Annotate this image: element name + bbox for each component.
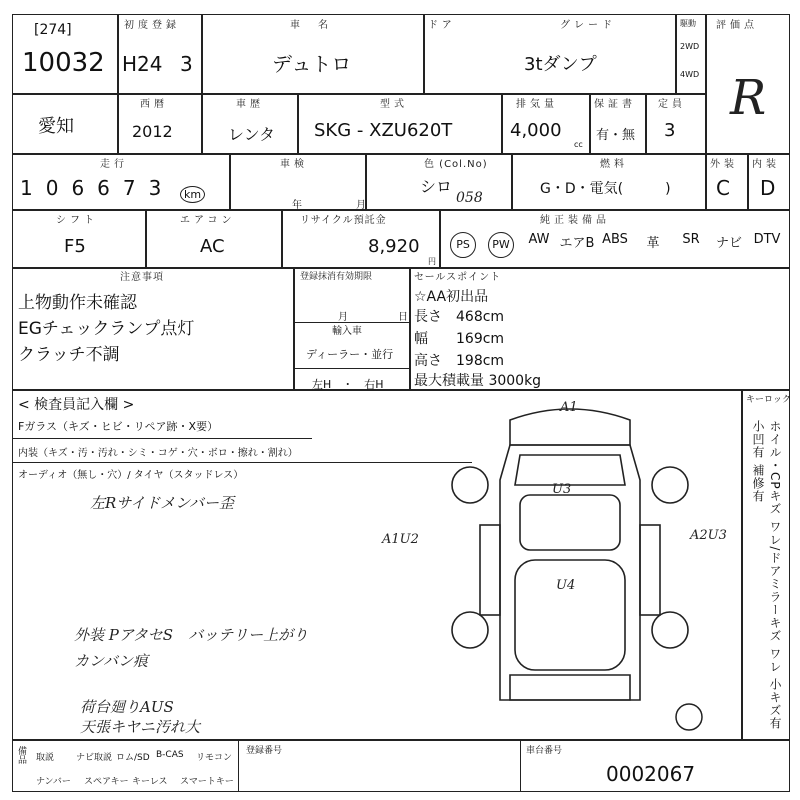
accessory-item: ナビ取説 bbox=[76, 753, 113, 763]
interior-value: D bbox=[760, 176, 776, 200]
displacement-unit: cc bbox=[574, 140, 583, 149]
history-value: レンタ bbox=[228, 125, 275, 144]
equipment-item: PS bbox=[444, 232, 482, 258]
accessory-item: リモコン bbox=[196, 753, 233, 763]
rear-bumper-shape bbox=[510, 675, 630, 700]
mark-u4: U4 bbox=[556, 578, 576, 593]
sales-point-3: 幅 169cm bbox=[414, 331, 505, 347]
year-label: 初度登録 bbox=[124, 20, 180, 31]
reg-label: 登録抹消有効期限 bbox=[300, 272, 373, 282]
grade-value: 3tダンプ bbox=[524, 54, 597, 75]
accessory-item: B-CAS bbox=[156, 750, 184, 760]
recycle-label: リサイクル預託金 bbox=[300, 215, 387, 226]
equipment-item: PW bbox=[482, 232, 520, 258]
accessory-item: キーレス bbox=[132, 777, 168, 787]
mileage-label: 走行 bbox=[100, 159, 128, 170]
import-label: 輸入車 bbox=[332, 326, 362, 337]
sales-point-4: 高さ 198cm bbox=[414, 353, 505, 369]
right-column-text: ホイル・CPキズ ワレ/ドアミラーキズ ワレ 小キズ有 小凹有 補修有 bbox=[751, 420, 782, 731]
sales-point-1: ☆AA初出品 bbox=[414, 289, 489, 305]
vehicle-inspection-month: 月 bbox=[356, 200, 366, 211]
equipment-item: ABS bbox=[602, 232, 628, 247]
accessories-side-label: 備品 bbox=[16, 746, 26, 764]
chassis-value: 0002067 bbox=[606, 762, 696, 786]
exterior-value: C bbox=[716, 176, 730, 200]
region-value: 愛知 bbox=[38, 116, 74, 137]
mark-a1: A1 bbox=[560, 400, 578, 415]
shift-label: シフト bbox=[56, 215, 98, 226]
sales-point-2: 長さ 468cm bbox=[414, 309, 505, 325]
equipment-item: ナビ bbox=[715, 236, 742, 251]
door-label: ドア bbox=[428, 20, 456, 31]
mileage-value: 106673 bbox=[20, 176, 175, 200]
lot-number: 10032 bbox=[22, 48, 105, 78]
equipment-item: SR bbox=[682, 232, 700, 247]
recycle-unit: 円 bbox=[428, 257, 436, 266]
fuel-value: G・D・電気( ) bbox=[540, 181, 671, 197]
capacity-value: 3 bbox=[664, 120, 676, 141]
left-door-shape bbox=[480, 525, 500, 615]
vehicle-inspection-year: 年 bbox=[292, 200, 302, 211]
handwritten-note-3: カンバン痕 bbox=[74, 652, 148, 670]
glass-divider bbox=[12, 438, 312, 439]
caution-item-1: 上物動作未確認 bbox=[18, 293, 137, 313]
blank-circle-icon bbox=[674, 702, 704, 732]
interior-label: 内装 bbox=[752, 159, 780, 170]
import-value: ディーラー・並行 bbox=[306, 348, 394, 361]
handwritten-note-2: 外装 PアタセS バッテリー上がり bbox=[74, 626, 309, 644]
vehicle-damage-diagram bbox=[440, 400, 700, 720]
handwritten-note-1: 左Rサイドメンバー歪 bbox=[90, 494, 235, 512]
western-value: 2012 bbox=[132, 122, 173, 141]
name-value: デュトロ bbox=[272, 52, 352, 76]
cargo-bed-shape bbox=[515, 560, 625, 670]
keylock-label: キーロック bbox=[746, 395, 791, 405]
interior-divider bbox=[12, 462, 472, 463]
reg-month: 月 bbox=[338, 312, 348, 323]
model-label: 型式 bbox=[380, 99, 408, 110]
vehicle-inspection-label: 車検 bbox=[280, 159, 308, 170]
fuel-label: 燃料 bbox=[600, 159, 628, 170]
footer-divider-2 bbox=[520, 740, 521, 792]
mark-a2u3: A2U3 bbox=[690, 528, 727, 543]
aircon-label: エアコン bbox=[180, 215, 236, 226]
grade-label: グレード bbox=[560, 20, 616, 31]
right-door-shape bbox=[640, 525, 660, 615]
color-code: 058 bbox=[456, 190, 483, 206]
handwritten-note-4: 荷台廻りAUS bbox=[80, 698, 174, 716]
displacement-label: 排気量 bbox=[516, 99, 558, 110]
exterior-label: 外装 bbox=[710, 159, 738, 170]
equipment-item: 革 bbox=[646, 236, 660, 251]
sales-label: セールスポイント bbox=[414, 272, 502, 283]
drive-2wd: 2WD bbox=[680, 42, 700, 51]
accessory-item: スペアキー bbox=[84, 777, 129, 787]
handle-divider bbox=[294, 368, 410, 369]
caution-label: 注意事項 bbox=[120, 272, 164, 283]
capacity-label: 定員 bbox=[658, 99, 686, 110]
recycle-value: 8,920 bbox=[368, 236, 420, 257]
caution-item-3: クラッチ不調 bbox=[18, 345, 120, 365]
reg-number-label: 登録番号 bbox=[246, 746, 283, 756]
equipment-item: エアB bbox=[559, 236, 595, 251]
mileage-unit: km bbox=[180, 186, 205, 203]
equipment-item: AW bbox=[528, 232, 550, 247]
western-label: 西暦 bbox=[140, 99, 168, 110]
lot-prefix: [274] bbox=[34, 22, 72, 38]
roof-shape bbox=[520, 495, 620, 550]
glass-line: Fガラス（キズ・ヒビ・リペア跡・X要） bbox=[18, 420, 219, 433]
shift-value: F5 bbox=[64, 236, 86, 257]
warranty-label: 保証書 bbox=[594, 99, 636, 110]
displacement-value: 4,000 bbox=[510, 120, 562, 141]
mark-a1u2: A1U2 bbox=[382, 532, 419, 547]
accessory-item: 取説 bbox=[36, 753, 55, 763]
warranty-value: 有・無 bbox=[596, 128, 636, 143]
score-value: R bbox=[730, 70, 767, 126]
aircon-value: AC bbox=[200, 236, 225, 257]
handle-value: 左H ・ 右H bbox=[312, 378, 384, 391]
reg-day: 日 bbox=[398, 312, 408, 323]
accessory-item: ロム/SD bbox=[116, 753, 150, 763]
model-value: SKG - XZU620T bbox=[314, 120, 453, 141]
mark-u3: U3 bbox=[552, 482, 572, 497]
interior-line: 内装（キズ・汚・汚れ・シミ・コゲ・穴・ボロ・擦れ・割れ） bbox=[18, 448, 298, 459]
front-left-wheel bbox=[452, 467, 488, 503]
score-label: 評価点 bbox=[716, 20, 758, 31]
name-label: 車 名 bbox=[290, 20, 332, 31]
drive-label: 駆動 bbox=[680, 19, 696, 28]
front-right-wheel bbox=[652, 467, 688, 503]
audio-line: オーディオ（無し・穴）/ タイヤ（スタッドレス） bbox=[18, 470, 244, 481]
caution-item-2: EGチェックランプ点灯 bbox=[18, 319, 195, 339]
drive-4wd: 4WD bbox=[680, 70, 700, 79]
year-value: H24 bbox=[122, 52, 163, 76]
inspector-title: < 検査員記入欄 > bbox=[18, 397, 135, 413]
month-value: 3 bbox=[180, 52, 193, 76]
accessory-item: スマートキー bbox=[180, 777, 234, 787]
equipment-label: 純正装備品 bbox=[540, 215, 610, 226]
color-value: シロ bbox=[420, 177, 453, 196]
handwritten-note-5: 天張キヤニ汚れ大 bbox=[80, 718, 201, 736]
history-label: 車歴 bbox=[236, 99, 264, 110]
color-label: 色 (Col.No) bbox=[424, 159, 488, 170]
footer-divider-1 bbox=[238, 740, 239, 792]
equipment-item: DTV bbox=[753, 232, 781, 247]
windshield-shape bbox=[515, 455, 625, 485]
accessory-item: ナンバー bbox=[36, 777, 71, 787]
rear-right-wheel bbox=[652, 612, 688, 648]
rear-left-wheel bbox=[452, 612, 488, 648]
sales-point-5: 最大積載量 3000kg bbox=[414, 373, 542, 389]
chassis-label: 車台番号 bbox=[526, 746, 563, 756]
